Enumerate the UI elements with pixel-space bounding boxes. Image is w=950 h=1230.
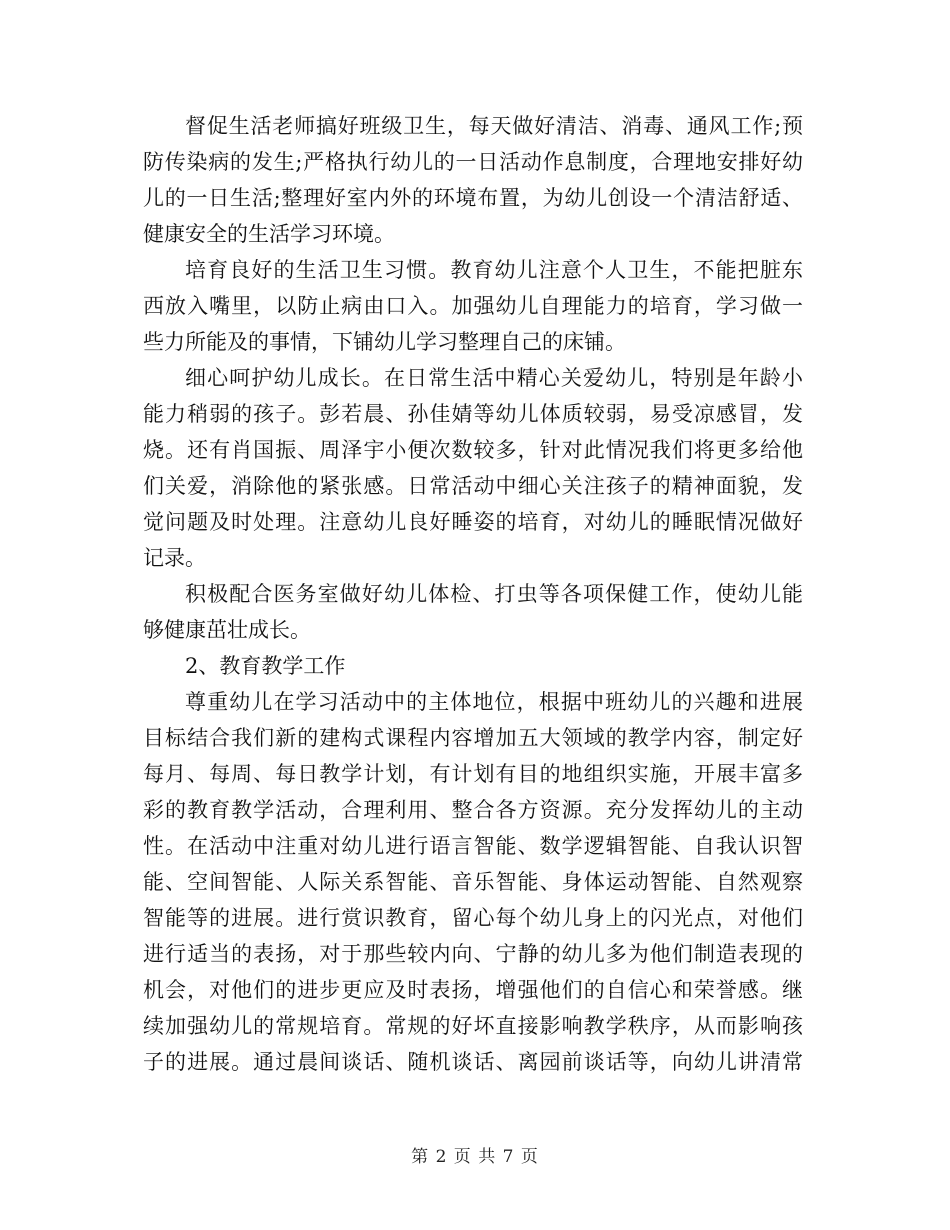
text-line: 积极配合医务室做好幼儿体检、打虫等各项保健工作，使幼儿能 (185, 582, 803, 606)
text-line: 续加强幼儿的常规培育。常规的好坏直接影响教学秩序，从而影响孩 (143, 1014, 803, 1038)
text-line: 督促生活老师搞好班级卫生，每天做好清洁、消毒、通风工作;预 (185, 114, 803, 138)
text-line: 智能等的进展。进行赏识教育，留心每个幼儿身上的闪光点，对他们 (143, 906, 803, 930)
text-line: 们关爱，消除他的紧张感。日常活动中细心关注孩子的精神面貌，发 (143, 474, 803, 498)
paragraph-hygiene (143, 108, 803, 252)
section-heading-text: 2、教育教学工作 (185, 654, 346, 678)
page-number-footer: 第 2 页 共 7 页 (411, 1147, 539, 1167)
text-line: 目标结合我们新的建构式课程内容增加五大领域的教学内容，制定好 (143, 726, 803, 750)
text-line: 能力稍弱的孩子。彭若晨、孙佳婧等幼儿体质较弱，易受凉感冒，发 (143, 402, 803, 426)
text-line: 记录。 (143, 546, 206, 570)
text-line: 够健康茁壮成长。 (143, 618, 311, 642)
paragraph-health (143, 576, 803, 648)
text-line: 尊重幼儿在学习活动中的主体地位，根据中班幼儿的兴趣和进展 (185, 690, 803, 714)
text-line: 彩的教育教学活动，合理利用、整合各方资源。充分发挥幼儿的主动 (143, 798, 803, 822)
text-line: 西放入嘴里，以防止病由口入。加强幼儿自理能力的培育，学习做一 (143, 294, 803, 318)
text-line: 防传染病的发生;严格执行幼儿的一日活动作息制度，合理地安排好幼 (143, 150, 803, 174)
text-line: 儿的一日生活;整理好室内外的环境布置，为幼儿创设一个清洁舒适、 (143, 186, 803, 210)
text-line: 细心呵护幼儿成长。在日常生活中精心关爱幼儿，特别是年龄小 (185, 366, 803, 390)
text-line: 些力所能及的事情，下铺幼儿学习整理自己的床铺。 (143, 330, 626, 354)
text-line: 培育良好的生活卫生习惯。教育幼儿注意个人卫生，不能把脏东 (185, 258, 803, 282)
text-line: 每月、每周、每日教学计划，有计划有目的地组织实施，开展丰富多 (143, 762, 803, 786)
text-line: 烧。还有肖国振、周泽宇小便次数较多，针对此情况我们将更多给他 (143, 438, 803, 462)
text-line: 能、空间智能、人际关系智能、音乐智能、身体运动智能、自然观察 (143, 870, 803, 894)
text-line: 健康安全的生活学习环境。 (143, 222, 395, 246)
paragraph-teaching (143, 684, 803, 1080)
text-line: 觉问题及时处理。注意幼儿良好睡姿的培育，对幼儿的睡眠情况做好 (143, 510, 803, 534)
text-line: 子的进展。通过晨间谈话、随机谈话、离园前谈话等，向幼儿讲清常 (143, 1050, 803, 1074)
paragraph-care (143, 360, 803, 576)
text-line: 进行适当的表扬，对于那些较内向、宁静的幼儿多为他们制造表现的 (143, 942, 803, 966)
text-line: 性。在活动中注重对幼儿进行语言智能、数学逻辑智能、自我认识智 (143, 834, 803, 858)
document-body (143, 108, 803, 1080)
paragraph-habits (143, 252, 803, 360)
section-heading (143, 648, 803, 684)
text-line: 机会，对他们的进步更应及时表扬，增强他们的自信心和荣誉感。继 (143, 978, 803, 1002)
